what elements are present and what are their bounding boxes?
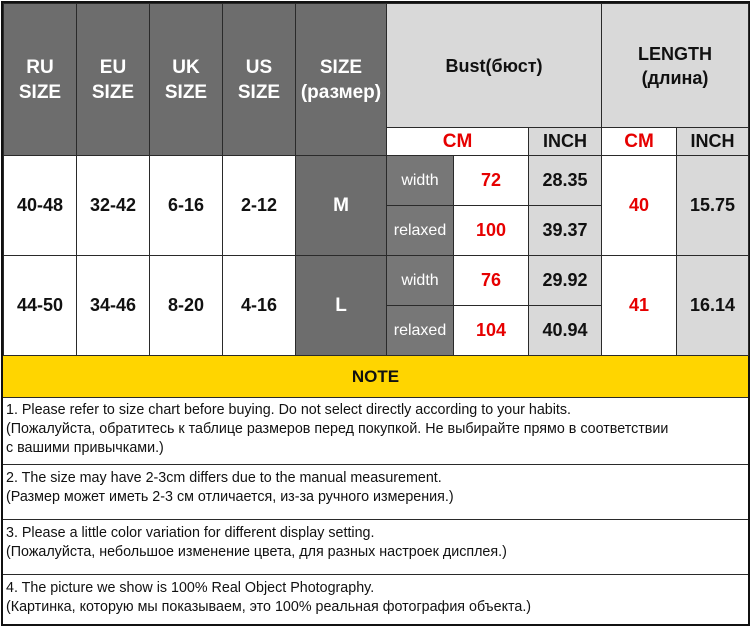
cell-length-cm: 41 <box>602 256 677 356</box>
size-table <box>3 3 749 356</box>
header-length-line1: LENGTH <box>638 43 713 64</box>
cell-uk: 8-20 <box>150 256 223 356</box>
note-item <box>3 465 748 520</box>
header-ru-line1: RU <box>26 56 54 78</box>
header-eu-size <box>77 4 150 156</box>
cell-width-cm: 72 <box>454 156 529 206</box>
cell-ru: 44-50 <box>4 256 77 356</box>
cell-eu: 34-46 <box>77 256 150 356</box>
table-row <box>4 256 749 306</box>
header-ru-size <box>4 4 77 156</box>
header-length-line2: (длина) <box>641 67 709 88</box>
note-item <box>3 575 748 624</box>
cell-relaxed-cm: 104 <box>454 306 529 356</box>
header-length <box>602 4 749 128</box>
cell-us: 4-16 <box>223 256 296 356</box>
note-line: (Пожалуйста, обратитесь к таблице размеров перед покупкой. Не выбирайте прямо в соответствии <box>6 421 669 437</box>
header-eu-line2: SIZE <box>91 81 135 103</box>
header-uk-line1: UK <box>172 56 200 78</box>
header-bust-cm: CM <box>387 128 529 156</box>
header-size-line2: (размер) <box>300 81 382 103</box>
header-length-inch: INCH <box>677 128 749 156</box>
header-eu-line1: EU <box>99 56 127 78</box>
header-ru-line2: SIZE <box>18 81 62 103</box>
note-line: с вашими привычками.) <box>6 440 164 456</box>
header-us-line1: US <box>245 56 273 78</box>
cell-width-inch: 28.35 <box>529 156 602 206</box>
header-uk-size <box>150 4 223 156</box>
note-line: (Пожалуйста, небольшое изменение цвета, для разных настроек дисплея.) <box>6 544 507 560</box>
note-item <box>3 520 748 575</box>
header-us-size <box>223 4 296 156</box>
note-line: (Картинка, которую мы показываем, это 100% реальная фотография объекта.) <box>6 599 532 615</box>
header-bust: Bust(бюст) <box>387 4 602 128</box>
header-size-line1: SIZE <box>319 56 363 78</box>
table-row <box>4 156 749 206</box>
cell-width-label: width <box>387 256 454 306</box>
header-uk-line2: SIZE <box>164 81 208 103</box>
note-line: (Размер может иметь 2-3 см отличается, из-за ручного измерения.) <box>6 489 454 505</box>
cell-ru: 40-48 <box>4 156 77 256</box>
cell-width-inch: 29.92 <box>529 256 602 306</box>
cell-relaxed-label: relaxed <box>387 306 454 356</box>
note-title: NOTE <box>3 355 748 398</box>
note-line: 4. The picture we show is 100% Real Object Photography. <box>6 580 375 596</box>
cell-eu: 32-42 <box>77 156 150 256</box>
note-item <box>3 397 748 465</box>
note-line: 2. The size may have 2-3cm differs due to the manual measurement. <box>6 470 442 486</box>
header-bust-inch: INCH <box>529 128 602 156</box>
cell-us: 2-12 <box>223 156 296 256</box>
cell-relaxed-label: relaxed <box>387 206 454 256</box>
cell-size: L <box>296 256 387 356</box>
cell-uk: 6-16 <box>150 156 223 256</box>
cell-relaxed-cm: 100 <box>454 206 529 256</box>
cell-relaxed-inch: 40.94 <box>529 306 602 356</box>
cell-width-cm: 76 <box>454 256 529 306</box>
header-length-cm: CM <box>602 128 677 156</box>
cell-width-label: width <box>387 156 454 206</box>
cell-length-inch: 15.75 <box>677 156 749 256</box>
cell-size: M <box>296 156 387 256</box>
note-line: 1. Please refer to size chart before buying. Do not select directly according to your habits. <box>6 402 572 418</box>
note-line: 3. Please a little color variation for different display setting. <box>6 525 375 541</box>
size-chart <box>1 1 750 626</box>
cell-relaxed-inch: 39.37 <box>529 206 602 256</box>
cell-length-inch: 16.14 <box>677 256 749 356</box>
header-size <box>296 4 387 156</box>
cell-length-cm: 40 <box>602 156 677 256</box>
header-us-line2: SIZE <box>237 81 281 103</box>
